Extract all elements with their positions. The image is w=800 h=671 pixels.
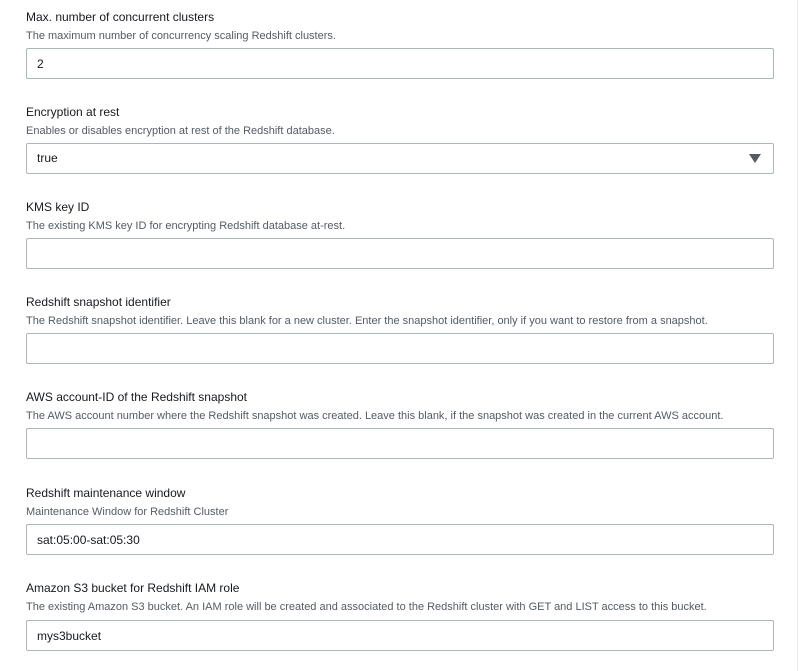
field-s3-bucket	[26, 581, 774, 614]
encryption-at-rest-select[interactable]	[26, 143, 774, 174]
s3-bucket-input[interactable]	[26, 620, 774, 651]
field-description: Maintenance Window for Redshift Cluster	[26, 506, 229, 518]
field-encryption-at-rest	[26, 105, 774, 165]
field-label: AWS account-ID of the Redshift snapshot	[26, 390, 247, 404]
field-description: The maximum number of concurrency scaling Redshift clusters.	[26, 30, 336, 42]
field-kms-key-id	[26, 200, 774, 233]
kms-key-id-input[interactable]	[26, 238, 774, 269]
field-label: Redshift snapshot identifier	[26, 295, 171, 309]
field-description: Enables or disables encryption at rest of the Redshift database.	[26, 125, 335, 137]
field-description: The existing Amazon S3 bucket. An IAM role will be created and associated to the Redshift cluster with GET and LIST access to this bucket.	[26, 601, 707, 613]
field-description: The AWS account number where the Redshift snapshot was created. Leave this blank, if the snapshot was created in the current AWS account.	[26, 410, 724, 422]
field-maintenance-window	[26, 486, 774, 519]
field-snapshot-account-id	[26, 390, 774, 423]
field-redshift-snapshot-identifier	[26, 295, 774, 328]
max-concurrent-clusters-input[interactable]	[26, 48, 774, 79]
snapshot-account-id-input[interactable]	[26, 428, 774, 459]
redshift-snapshot-identifier-input[interactable]	[26, 333, 774, 364]
field-label: KMS key ID	[26, 200, 90, 214]
field-max-concurrent-clusters	[26, 10, 774, 43]
select-value: true	[37, 151, 58, 165]
maintenance-window-input[interactable]	[26, 524, 774, 555]
field-label: Max. number of concurrent clusters	[26, 10, 215, 24]
caret-down-icon	[749, 154, 761, 163]
field-label: Amazon S3 bucket for Redshift IAM role	[26, 581, 240, 595]
field-description: The Redshift snapshot identifier. Leave this blank for a new cluster. Enter the snapshot identifier, only if you want to restore from a snapshot.	[26, 315, 708, 327]
field-description: The existing KMS key ID for encrypting Redshift database at-rest.	[26, 220, 346, 232]
field-label: Redshift maintenance window	[26, 486, 186, 500]
field-label: Encryption at rest	[26, 105, 120, 119]
